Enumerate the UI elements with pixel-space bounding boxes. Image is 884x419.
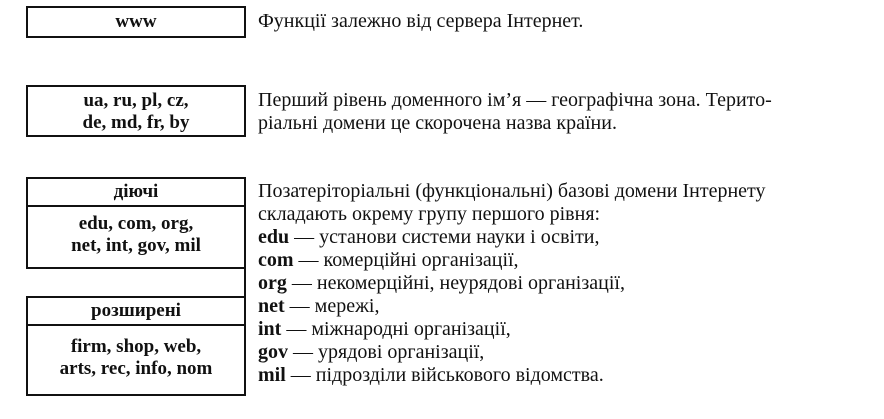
extended-domains-header: розширені [28,298,244,326]
term-org-text: — некомерційні, неурядові організації, [286,272,625,294]
www-description [258,10,583,33]
country-description-line-1: Перший рівень доменного ім’я — географічна зона. Терито- [258,89,772,111]
term-com-text: — комерційні організації, [293,249,519,271]
term-int: int [258,318,282,340]
country-domains-line-1: ua, ru, pl, cz, [83,90,189,111]
extended-domains-box [26,296,246,396]
term-mil-text: — підрозділи військового відомства. [285,364,604,386]
term-net-text: — мережі, [284,295,380,317]
term-edu: edu [258,226,290,248]
www-box [26,6,246,38]
term-mil: mil [258,364,286,386]
functional-item-mil [258,364,766,387]
www-description-text: Функції залежно від сервера Інтернет. [258,10,584,32]
country-domains-box [26,85,246,137]
extended-domains-line-2: arts, rec, info, nom [59,358,213,379]
term-int-text: — міжнародні організації, [281,318,511,340]
functional-intro-line-2: складають окрему групу першого рівня: [258,203,601,225]
functional-item-org [258,272,766,295]
active-domains-line-1: edu, com, org, [78,213,194,234]
active-domains-line-2: net, int, gov, mil [71,235,201,256]
country-domains-line-2: de, md, fr, by [82,112,190,133]
functional-item-net [258,295,766,318]
www-label: www [115,11,157,32]
www-divider [244,6,246,38]
functional-item-com [258,249,766,272]
term-net: net [258,295,285,317]
extended-domains-line-1: firm, shop, web, [70,336,202,357]
active-domains-header: діючі [28,179,244,207]
functional-item-edu [258,226,766,249]
functional-description [258,180,766,387]
term-gov: gov [258,341,288,363]
functional-intro-line-1: Позатеріторіальні (функціональні) базові домени Інтернету [258,180,766,202]
active-domains-box [26,177,246,269]
term-gov-text: — урядові організації, [288,341,485,363]
country-description-line-2: ріальні домени це скорочена назва країни. [258,112,617,134]
functional-item-int [258,318,766,341]
term-edu-text: — установи системи науки і освіти, [289,226,600,248]
term-org: org [258,272,287,294]
functional-item-gov [258,341,766,364]
term-com: com [258,249,294,271]
country-description [258,89,772,135]
functional-bracket-line [244,177,246,396]
